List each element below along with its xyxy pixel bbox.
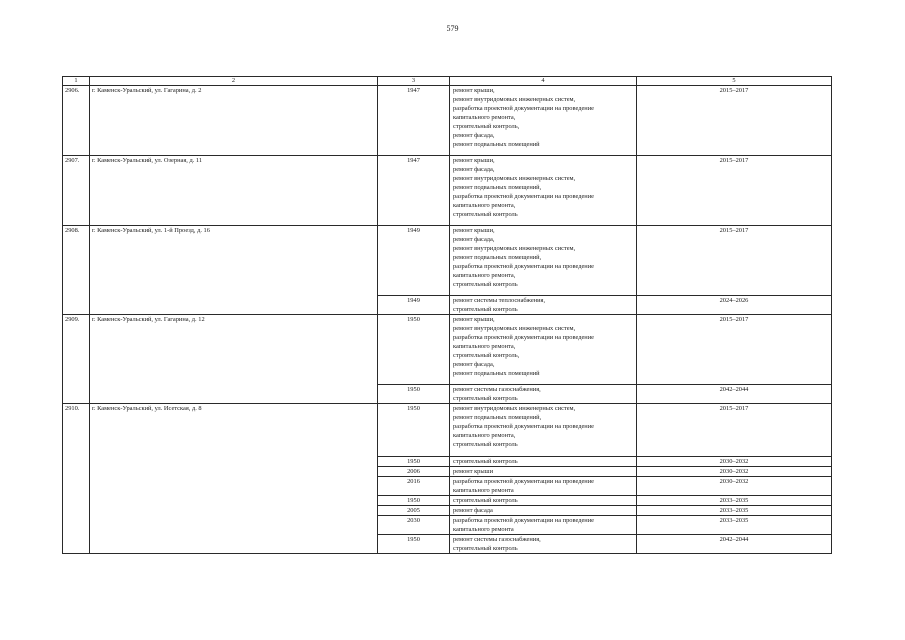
- work-item: ремонт внутридомовых инженерных систем,: [453, 175, 576, 182]
- column-number-row: [63, 77, 832, 86]
- works-list: [450, 296, 637, 315]
- repair-schedule-table: [62, 76, 832, 554]
- works-list: [450, 404, 637, 457]
- work-item: строительный контроль: [453, 281, 518, 288]
- page-number: 579: [446, 24, 459, 33]
- column-number: 3: [378, 77, 450, 86]
- column-number: 4: [450, 77, 637, 86]
- works-list: [450, 496, 637, 506]
- year-cell: 1950: [378, 385, 450, 404]
- work-item: строительный контроль: [453, 211, 518, 218]
- work-item: строительный контроль: [453, 441, 518, 448]
- period-cell: 2015–2017: [637, 86, 832, 156]
- building-address: г. Каменск-Уральский, ул. Гагарина, д. 2: [90, 86, 378, 156]
- work-item: ремонт фасада,: [453, 166, 495, 173]
- work-item: разработка проектной документации на проведение: [453, 193, 594, 200]
- work-item: ремонт крыши,: [453, 316, 495, 323]
- building-address: г. Каменск-Уральский, ул. Озерная, д. 11: [90, 156, 378, 226]
- period-cell: 2042–2044: [637, 535, 832, 554]
- year-cell: 1947: [378, 156, 450, 226]
- work-item: строительный контроль: [453, 306, 518, 313]
- year-cell: 1950: [378, 457, 450, 467]
- works-list: [450, 535, 637, 554]
- period-cell: 2015–2017: [637, 156, 832, 226]
- year-cell: 1950: [378, 496, 450, 506]
- work-item: капитального ремонта,: [453, 343, 516, 350]
- work-item: ремонт фасада,: [453, 361, 495, 368]
- building-address: г. Каменск-Уральский, ул. Гагарина, д. 12: [90, 315, 378, 404]
- work-item: строительный контроль: [453, 395, 518, 402]
- year-cell: 1950: [378, 404, 450, 457]
- building-address: г. Каменск-Уральский, ул. Исетская, д. 8: [90, 404, 378, 554]
- table-body: [63, 86, 832, 554]
- table-row: [63, 315, 832, 385]
- table-row: [63, 156, 832, 226]
- row-number: 2909.: [63, 315, 90, 404]
- work-item: строительный контроль: [453, 545, 518, 552]
- works-list: [450, 467, 637, 477]
- row-number: 2906.: [63, 86, 90, 156]
- work-item: ремонт фасада: [453, 507, 493, 514]
- work-item: разработка проектной документации на проведение: [453, 334, 594, 341]
- year-cell: 1949: [378, 296, 450, 315]
- period-cell: 2030–2032: [637, 477, 832, 496]
- work-item: капитального ремонта: [453, 487, 514, 494]
- work-item: разработка проектной документации на проведение: [453, 423, 594, 430]
- period-cell: 2015–2017: [637, 315, 832, 385]
- year-cell: 2030: [378, 516, 450, 535]
- row-number: 2907.: [63, 156, 90, 226]
- work-item: ремонт фасада,: [453, 236, 495, 243]
- work-item: ремонт подвальных помещений,: [453, 254, 542, 261]
- works-list: [450, 385, 637, 404]
- works-list: [450, 226, 637, 296]
- works-list: [450, 156, 637, 226]
- works-list: [450, 516, 637, 535]
- work-item: капитального ремонта: [453, 526, 514, 533]
- period-cell: 2030–2032: [637, 467, 832, 477]
- work-item: капитального ремонта,: [453, 202, 516, 209]
- work-item: ремонт внутридомовых инженерных систем,: [453, 325, 576, 332]
- work-item: разработка проектной документации на проведение: [453, 105, 594, 112]
- year-cell: 2006: [378, 467, 450, 477]
- table-row: [63, 226, 832, 296]
- year-cell: 2005: [378, 506, 450, 516]
- work-item: ремонт внутридомовых инженерных систем,: [453, 96, 576, 103]
- works-list: [450, 457, 637, 467]
- year-cell: 1950: [378, 315, 450, 385]
- year-cell: 1950: [378, 535, 450, 554]
- period-cell: 2015–2017: [637, 226, 832, 296]
- work-item: разработка проектной документации на проведение: [453, 517, 594, 524]
- work-item: капитального ремонта,: [453, 114, 516, 121]
- work-item: разработка проектной документации на проведение: [453, 478, 594, 485]
- table-row: [63, 404, 832, 457]
- year-cell: 1947: [378, 86, 450, 156]
- work-item: ремонт внутридомовых инженерных систем,: [453, 405, 576, 412]
- year-cell: 1949: [378, 226, 450, 296]
- period-cell: 2033–2035: [637, 506, 832, 516]
- period-cell: 2024–2026: [637, 296, 832, 315]
- work-item: разработка проектной документации на проведение: [453, 263, 594, 270]
- work-item: ремонт подвальных помещений,: [453, 414, 542, 421]
- period-cell: 2030–2032: [637, 457, 832, 467]
- work-item: ремонт подвальных помещений: [453, 141, 540, 148]
- building-address: г. Каменск-Уральский, ул. 1-й Проезд, д. 16: [90, 226, 378, 315]
- works-list: [450, 315, 637, 385]
- work-item: строительный контроль,: [453, 352, 520, 359]
- work-item: ремонт подвальных помещений: [453, 370, 540, 377]
- period-cell: 2042–2044: [637, 385, 832, 404]
- column-number: 1: [63, 77, 90, 86]
- year-cell: 2016: [378, 477, 450, 496]
- work-item: строительный контроль: [453, 497, 518, 504]
- works-list: [450, 86, 637, 156]
- work-item: капитального ремонта,: [453, 272, 516, 279]
- column-number: 2: [90, 77, 378, 86]
- work-item: ремонт системы газоснабжения,: [453, 536, 541, 543]
- work-item: ремонт системы газоснабжения,: [453, 386, 541, 393]
- work-item: капитального ремонта,: [453, 432, 516, 439]
- works-list: [450, 477, 637, 496]
- work-item: строительный контроль: [453, 458, 518, 465]
- work-item: ремонт внутридомовых инженерных систем,: [453, 245, 576, 252]
- works-list: [450, 506, 637, 516]
- work-item: ремонт фасада,: [453, 132, 495, 139]
- work-item: ремонт крыши,: [453, 227, 495, 234]
- work-item: ремонт подвальных помещений,: [453, 184, 542, 191]
- period-cell: 2033–2035: [637, 496, 832, 506]
- work-item: ремонт крыши: [453, 468, 494, 475]
- row-number: 2908.: [63, 226, 90, 315]
- work-item: ремонт крыши,: [453, 157, 495, 164]
- work-item: ремонт системы теплоснабжения,: [453, 297, 546, 304]
- work-item: ремонт крыши,: [453, 87, 495, 94]
- table-row: [63, 86, 832, 156]
- row-number: 2910.: [63, 404, 90, 554]
- period-cell: 2015–2017: [637, 404, 832, 457]
- period-cell: 2033–2035: [637, 516, 832, 535]
- column-number: 5: [637, 77, 832, 86]
- work-item: строительный контроль,: [453, 123, 520, 130]
